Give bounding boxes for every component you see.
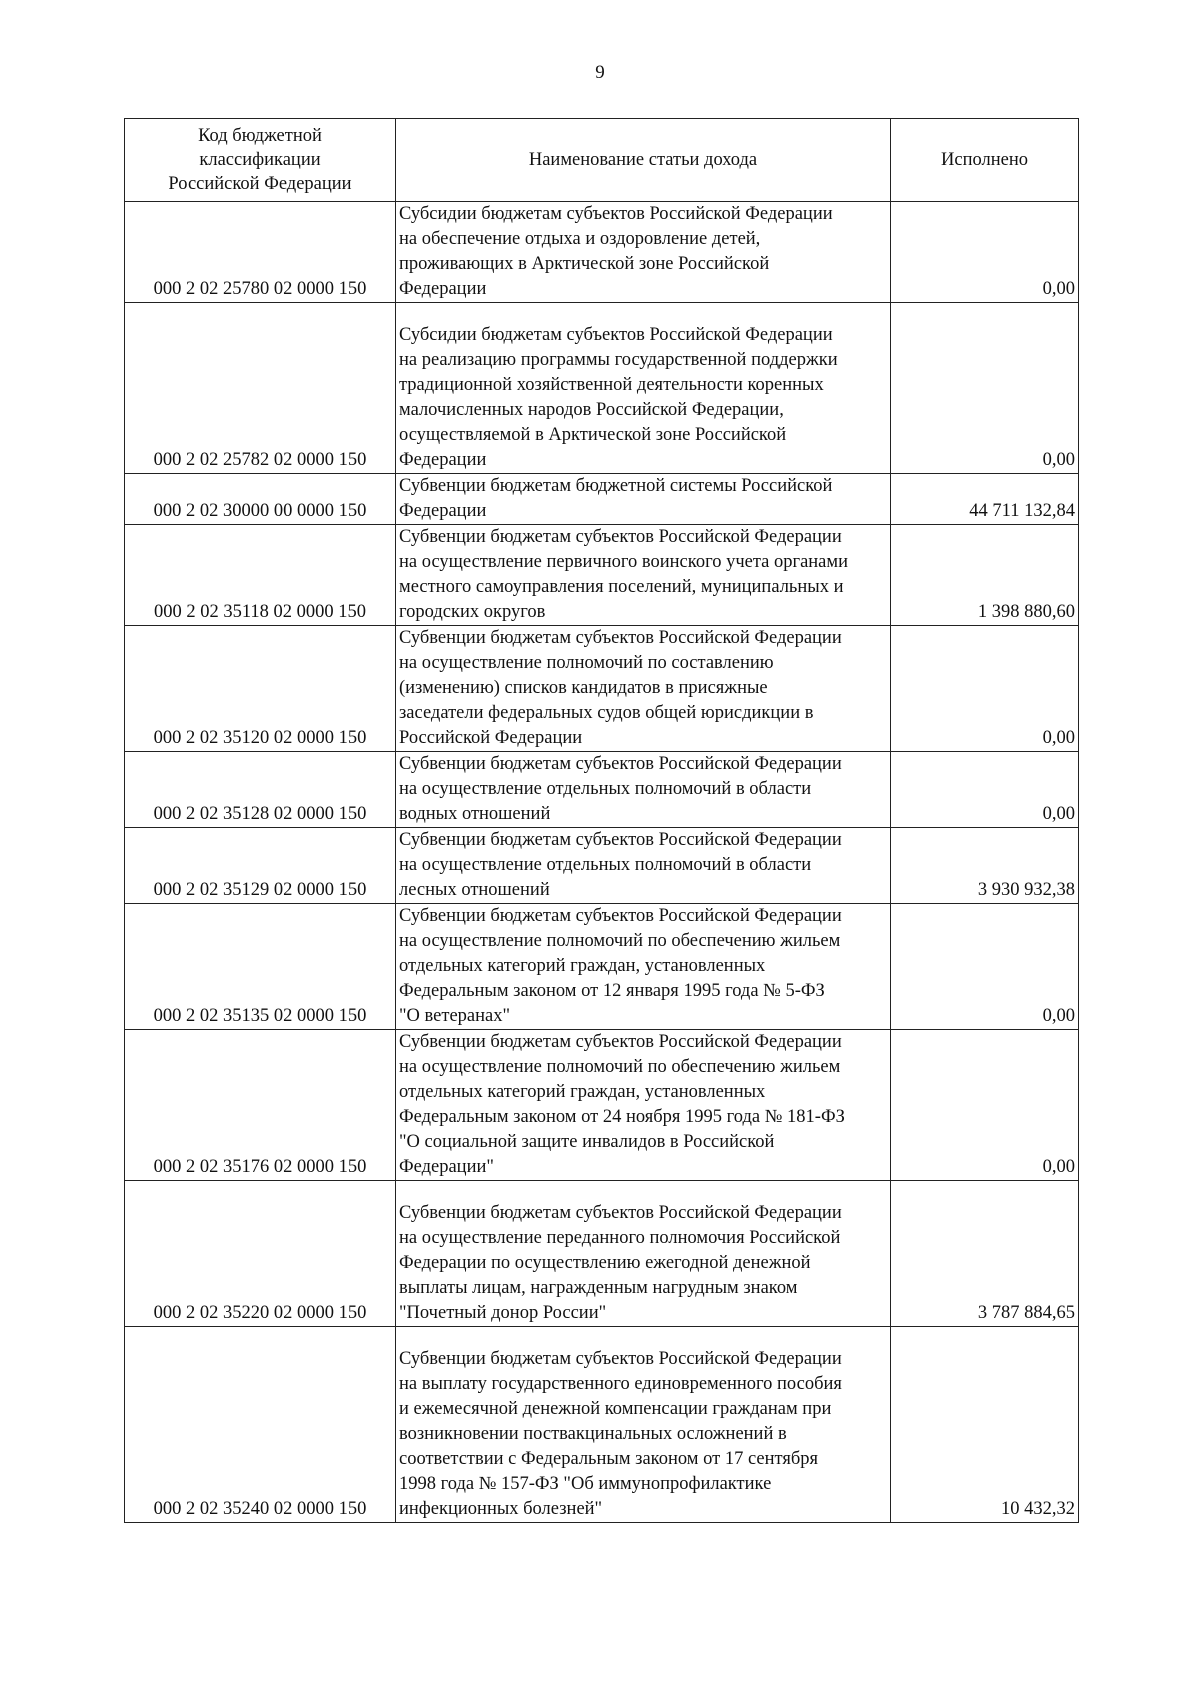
table-row [125,474,1079,525]
row-value: 0,00 [891,303,1079,474]
table-row [125,752,1079,828]
row-value: 0,00 [891,752,1079,828]
header-code: Код бюджетной классификации Российской Федерации [125,119,396,202]
page-number: 9 [595,62,605,83]
row-name: Субвенции бюджетам субъектов Российской Федерации на выплату государственного единовременного пособия и ежемесячной денежной компенсации гражданам при возникновении поствакцинальных осложнений в соответствии с Федеральным законом от 17 сентября 1998 года № 157-ФЗ "Об иммунопрофилактике инфекционных болезней" [396,1327,891,1523]
row-value: 0,00 [891,626,1079,752]
row-code: 000 2 02 35118 02 0000 150 [125,525,396,626]
revenue-table [124,118,1079,1523]
row-name: Субвенции бюджетам субъектов Российской Федерации на осуществление полномочий по обеспечению жильем отдельных категорий граждан, установленных Федеральным законом от 24 ноября 1995 года № 181-ФЗ "О социальной защите инвалидов в Российской Федерации" [396,1030,891,1181]
row-name: Субвенции бюджетам субъектов Российской Федерации на осуществление отдельных полномочий в области водных отношений [396,752,891,828]
row-name: Субвенции бюджетам бюджетной системы Российской Федерации [396,474,891,525]
header-row [125,119,1079,202]
row-value: 0,00 [891,1030,1079,1181]
table-row [125,1181,1079,1327]
row-value: 1 398 880,60 [891,525,1079,626]
row-name: Субвенции бюджетам субъектов Российской Федерации на осуществление полномочий по составлению (изменению) списков кандидатов в присяжные заседатели федеральных судов общей юрисдикции в Российской Федерации [396,626,891,752]
table-row [125,303,1079,474]
row-code: 000 2 02 35129 02 0000 150 [125,828,396,904]
row-name: Субвенции бюджетам субъектов Российской Федерации на осуществление отдельных полномочий в области лесных отношений [396,828,891,904]
table-row [125,202,1079,303]
header-name: Наименование статьи дохода [396,119,891,202]
row-code: 000 2 02 35240 02 0000 150 [125,1327,396,1523]
row-name: Субвенции бюджетам субъектов Российской Федерации на осуществление первичного воинского учета органами местного самоуправления поселений, муниципальных и городских округов [396,525,891,626]
row-value: 0,00 [891,904,1079,1030]
row-code: 000 2 02 35176 02 0000 150 [125,1030,396,1181]
row-value: 0,00 [891,202,1079,303]
row-value: 44 711 132,84 [891,474,1079,525]
table-header [125,119,1079,202]
row-name: Субвенции бюджетам субъектов Российской Федерации на осуществление полномочий по обеспечению жильем отдельных категорий граждан, установленных Федеральным законом от 12 января 1995 года № 5-ФЗ "О ветеранах" [396,904,891,1030]
table-row [125,626,1079,752]
table-row [125,828,1079,904]
header-value: Исполнено [891,119,1079,202]
row-code: 000 2 02 35128 02 0000 150 [125,752,396,828]
row-name: Субвенции бюджетам субъектов Российской Федерации на осуществление переданного полномочия Российской Федерации по осуществлению ежегодной денежной выплаты лицам, награжденным нагрудным знаком "Почетный донор России" [396,1181,891,1327]
table-row [125,1030,1079,1181]
row-code: 000 2 02 25782 02 0000 150 [125,303,396,474]
table-row [125,1327,1079,1523]
row-value: 3 787 884,65 [891,1181,1079,1327]
row-code: 000 2 02 35220 02 0000 150 [125,1181,396,1327]
table-row [125,525,1079,626]
row-code: 000 2 02 25780 02 0000 150 [125,202,396,303]
table-row [125,904,1079,1030]
table-body [125,202,1079,1523]
row-code: 000 2 02 35120 02 0000 150 [125,626,396,752]
row-name: Субсидии бюджетам субъектов Российской Федерации на обеспечение отдыха и оздоровление детей, проживающих в Арктической зоне Российской Федерации [396,202,891,303]
row-code: 000 2 02 35135 02 0000 150 [125,904,396,1030]
row-name: Субсидии бюджетам субъектов Российской Федерации на реализацию программы государственной поддержки традиционной хозяйственной деятельности коренных малочисленных народов Российской Федерации, осуществляемой в Арктической зоне Российской Федерации [396,303,891,474]
row-value: 3 930 932,38 [891,828,1079,904]
row-code: 000 2 02 30000 00 0000 150 [125,474,396,525]
row-value: 10 432,32 [891,1327,1079,1523]
